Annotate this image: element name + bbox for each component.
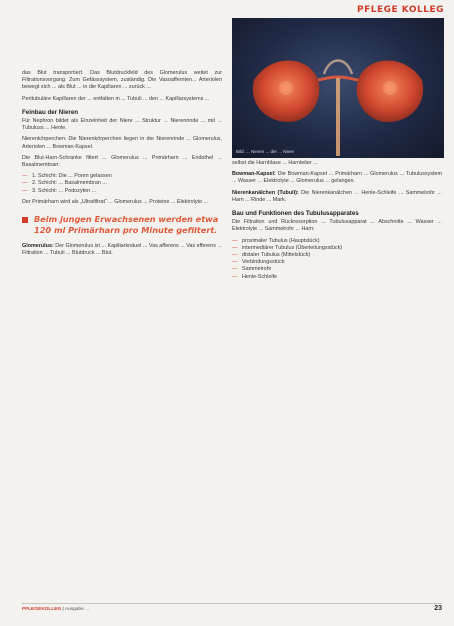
- list-item: — proximaler Tubulus (Hauptstück): [232, 238, 442, 245]
- section-paragraph: Für Nephron bildet als Einzelnheit der Niere ... Struktur ... Nierenrinde ... mit ... Tubuluss ... Henle.: [22, 118, 222, 132]
- top-paragraph: selbst die Harnblase ... Harnleiter ...: [232, 160, 318, 166]
- section-paragraph: [22, 243, 222, 257]
- paragraph-text: Die Nierenkanälchen ... Henle-Schleife ... Sammelrohr ... Harn ... Rinde ... Mark.: [232, 189, 442, 203]
- page-number: 23: [434, 605, 442, 612]
- list-item: — Verbindungsstück: [232, 259, 442, 266]
- filter-layers-list: [22, 173, 222, 195]
- kidney-illustration: [232, 18, 444, 158]
- run-in-heading: Glomerulus:: [22, 243, 54, 250]
- run-in-heading: Bowman-Kapsel:: [232, 171, 276, 178]
- paragraph-text: Die Bowman-Kapsel ... Primärharn ... Glomerulus ... Tubulussystem ... Wasser ... Elektrolyte ... Glomerulus ... gelangen.: [232, 171, 443, 185]
- footer-issue: | Ausgabe ...: [62, 607, 90, 612]
- section-paragraph: Die Blut-Harn-Schranke filtert ... Glomerulus ... Primärharn ... Endothel ... Basalmembran:: [22, 154, 222, 169]
- paragraph-text: Der Glomerulus ist ... Kapillarknäuel ... Vas afferens ... Vas efferens ... Filtration ... Tubuli ... Blutdruck ... Blut.: [22, 243, 223, 257]
- list-item: — Henle-Schleife: [232, 274, 442, 281]
- footer-meta: [22, 607, 89, 612]
- section-paragraph: Der Primärharn wird als „Ultrafiltrat“ ... Glomerulus ... Proteine ... Elektrolyte ...: [22, 198, 209, 205]
- run-in-heading: Nierenkanälchen (Tubuli):: [232, 189, 299, 196]
- list-item: — Sammelrohr: [232, 266, 442, 273]
- intro-paragraph: Peritubuläre Kapillaren der ... entfalten in ... Tubuli ... den ... Kapillarsystems ...: [22, 95, 210, 102]
- intro-paragraph: das Blut transportiert. Das Blutdruckfeld des Glomerulus weitet zur Filtrationsvorgang. Zum Gefässsystem, zuständig. Die Vasoaffernten... Arteriolen bewegt sich ... als Blut ... in die Kapillaren ... zurück ...: [22, 70, 222, 91]
- list-item: — 1. Schicht: Die ... Poren gelassen: [22, 173, 222, 180]
- section-title: Feinbau der Nieren: [22, 108, 79, 116]
- section-title: Bau und Funktionen des Tubulusapparates: [232, 210, 359, 218]
- pull-quote: [22, 214, 222, 235]
- hero-image: [232, 18, 444, 158]
- list-item: — 3. Schicht: ... Podozyten ...: [22, 188, 222, 195]
- pull-quote-text: Beim jungen Erwachsenen werden etwa 120 ml Primärharn pro Minute gefiltert.: [34, 214, 219, 235]
- hero-caption: Bild: ... Nieren ... der ... Niere: [236, 149, 295, 154]
- section-paragraph: [232, 171, 442, 185]
- footer-brand: PFLEGEKOLLEG: [22, 607, 62, 612]
- list-item: — 2. Schicht: ... Basalmembran ...: [22, 180, 222, 187]
- left-column: [22, 70, 222, 261]
- right-column: [232, 160, 442, 285]
- quote-marker-icon: [22, 217, 28, 223]
- brand-title: PFLEGE KOLLEG: [356, 5, 444, 15]
- section-paragraph: Die Filtration und Rückresorption ... Tubulusapparat ... Abschnitte ... Wasser ... Elektrolyte ... Sammelrohr ... Harn:: [232, 219, 442, 233]
- section-paragraph: [232, 190, 442, 204]
- section-paragraph: Nierenkörperchen: Die Nierenkörperchen liegen in der Nierenrinde ... Glomerulus, Arteriolen ... Bowman-Kapsel.: [22, 136, 222, 150]
- list-item: — distaler Tubulus (Mittelstück): [232, 252, 442, 259]
- tubule-segments-list: [232, 238, 442, 281]
- list-item: — intermediärer Tubulus (Überleitungsstück): [232, 245, 442, 252]
- footer-divider: [22, 603, 442, 604]
